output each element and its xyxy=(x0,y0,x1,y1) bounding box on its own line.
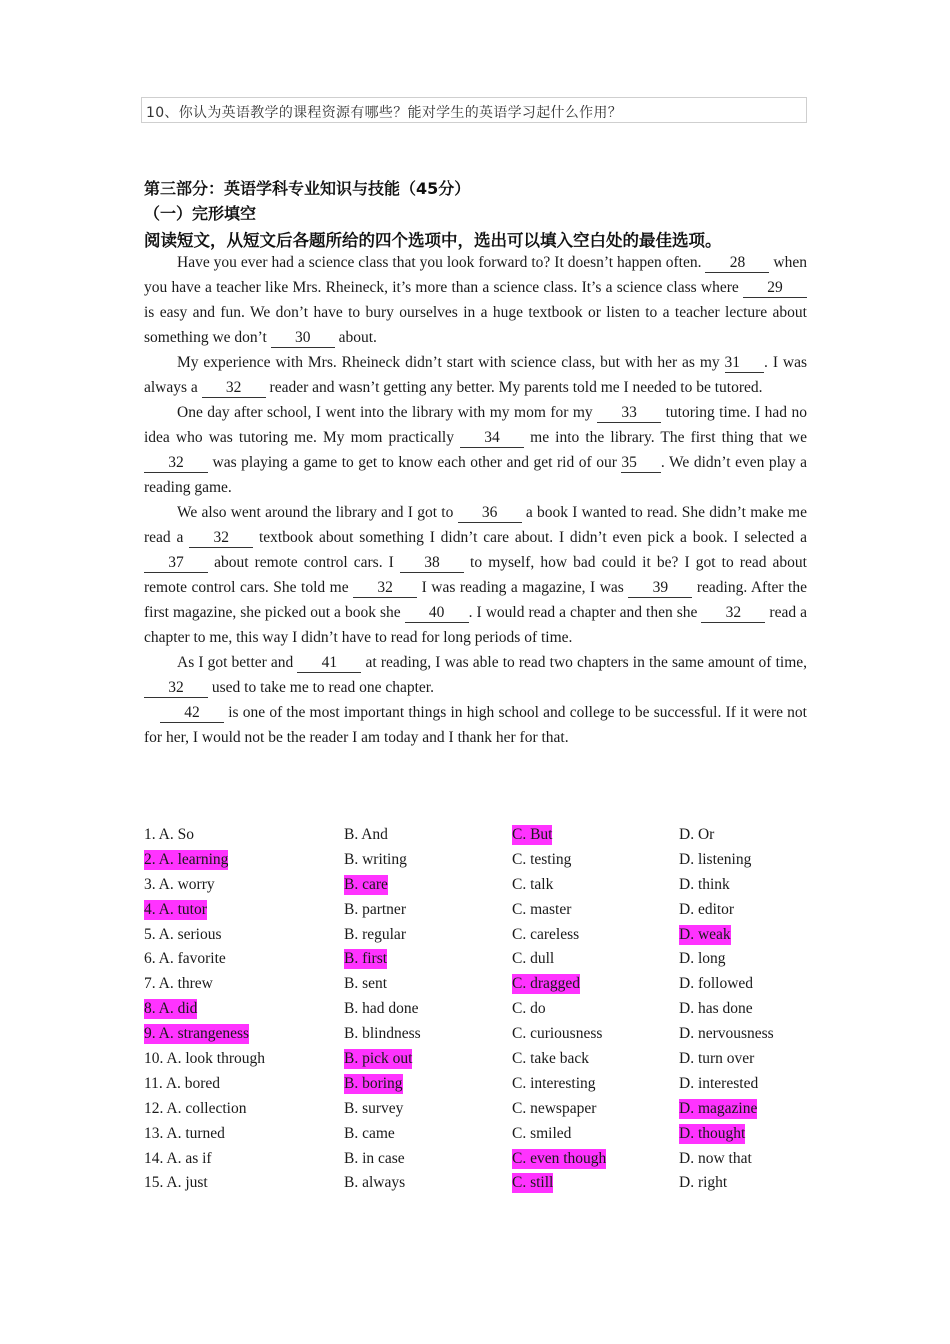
option-b: B. sent xyxy=(344,975,388,993)
option-c: C. newspaper xyxy=(512,1099,597,1117)
option-c: C. smiled xyxy=(512,1124,572,1142)
blank: 36 xyxy=(458,504,522,523)
option-d-highlighted: D. weak xyxy=(679,925,731,943)
passage-paragraph-5 xyxy=(144,650,807,700)
passage-text: to myself, how bad could it be? I got to read about remote control cars. She told me xyxy=(144,554,807,596)
passage-text: read a chapter to me, this way I didn’t have to read for long periods of time. xyxy=(144,604,807,646)
option-row xyxy=(144,923,807,948)
option-b-highlighted: B. boring xyxy=(344,1074,403,1092)
option-d-highlighted: D. magazine xyxy=(679,1099,758,1117)
option-b: B. had done xyxy=(344,1000,419,1018)
option-row xyxy=(144,1072,807,1097)
option-a: 14. A. as if xyxy=(144,1149,212,1167)
option-row xyxy=(144,972,807,997)
option-a: 11. A. bored xyxy=(144,1074,221,1092)
option-d: D. followed xyxy=(679,975,754,993)
passage-text: me into the library. The first thing that we xyxy=(524,429,807,446)
option-a: 10. A. look through xyxy=(144,1050,265,1068)
option-a: 13. A. turned xyxy=(144,1124,225,1142)
passage-text: about remote control cars. I xyxy=(208,554,400,571)
blank: 30 xyxy=(271,329,335,348)
option-c: C. dull xyxy=(512,950,555,968)
passage-text: My experience with Mrs. Rheineck didn’t start with science class, but with her as my xyxy=(177,354,725,371)
blank: 37 xyxy=(144,554,208,573)
passage-text: I was reading a magazine, I was xyxy=(417,579,629,596)
option-d: D. long xyxy=(679,950,726,968)
passage-text: textbook about something I didn’t care about. I didn’t even pick a book. I selected a xyxy=(253,529,807,546)
blank: 32 xyxy=(353,579,417,598)
question-10-text: 10、你认为英语教学的课程资源有哪些？能对学生的英语学习起什么作用？ xyxy=(146,105,623,121)
option-a: 5. A. serious xyxy=(144,925,222,943)
option-c: C. careless xyxy=(512,925,580,943)
option-d: D. think xyxy=(679,875,730,893)
passage-text: used to take me to read one chapter. xyxy=(208,679,434,696)
option-b: B. came xyxy=(344,1124,395,1142)
option-row xyxy=(144,1047,807,1072)
section-instruction: 阅读短文，从短文后各题所给的四个选项中，选出可以填入空白处的最佳选项。 xyxy=(144,231,722,250)
passage-text: reading. After the first magazine, she picked out a book she xyxy=(144,579,807,621)
option-a: 6. A. favorite xyxy=(144,950,226,968)
passage-text: As I got better and xyxy=(177,654,298,671)
option-row xyxy=(144,1147,807,1172)
option-a-highlighted: 4. A. tutor xyxy=(144,900,207,918)
option-row xyxy=(144,873,807,898)
passage-text: was playing a game to get to know each other and get rid of our xyxy=(208,454,622,471)
option-d: D. turn over xyxy=(679,1050,755,1068)
option-row xyxy=(144,823,807,848)
blank: 32 xyxy=(144,454,208,473)
option-c-highlighted: C. even though xyxy=(512,1149,607,1167)
passage-text: . I would read a chapter and then she xyxy=(468,604,702,621)
option-d: D. right xyxy=(679,1174,728,1192)
blank: 32 xyxy=(189,529,253,548)
option-d-highlighted: D. thought xyxy=(679,1124,746,1142)
passage-text: when you have a teacher like Mrs. Rheineck, it’s more than a science class. It’s a science class where xyxy=(144,254,807,296)
blank: 42 xyxy=(160,704,224,723)
option-row xyxy=(144,898,807,923)
option-d: D. now that xyxy=(679,1149,752,1167)
blank: 32 xyxy=(202,379,266,398)
cloze-passage xyxy=(144,250,807,750)
passage-text: One day after school, I went into the library with my mom for my xyxy=(177,404,598,421)
section-subtitle: （一）完形填空 xyxy=(144,204,257,223)
passage-text: at reading, I was able to read two chapters in the same amount of time, xyxy=(361,654,808,671)
blank: 39 xyxy=(628,579,692,598)
option-d: D. editor xyxy=(679,900,735,918)
option-a: 3. A. worry xyxy=(144,875,215,893)
option-b: B. writing xyxy=(344,850,407,868)
passage-text: Have you ever had a science class that you look forward to? It doesn’t happen often. xyxy=(177,254,706,271)
passage-paragraph-2 xyxy=(144,350,807,400)
blank: 32 xyxy=(701,604,765,623)
blank: 38 xyxy=(400,554,464,573)
section-title-score: 45 xyxy=(416,179,439,198)
section-title-post: 分） xyxy=(438,179,471,198)
option-c: C. take back xyxy=(512,1050,590,1068)
section-title-pre: 第三部分：英语学科专业知识与技能（ xyxy=(144,179,417,198)
option-row xyxy=(144,947,807,972)
passage-paragraph-6 xyxy=(144,700,807,750)
option-row xyxy=(144,1171,807,1196)
section-title xyxy=(144,176,470,199)
option-b: B. survey xyxy=(344,1099,404,1117)
option-a: 12. A. collection xyxy=(144,1099,247,1117)
passage-text: is one of the most important things in high school and college to be successful. If it were not for her, I would not be the reader I am today and I thank her for that. xyxy=(144,704,807,746)
passage-text: reader and wasn’t getting any better. My parents told me I needed to be tutored. xyxy=(265,379,763,396)
option-c: C. do xyxy=(512,1000,546,1018)
option-a: 1. A. So xyxy=(144,826,194,843)
passage-text: . We didn’t even play a reading game. xyxy=(144,454,807,496)
option-a-highlighted: 8. A. did xyxy=(144,1000,198,1018)
passage-text: about. xyxy=(334,329,377,346)
question-10-box xyxy=(141,97,807,123)
passage-text: is easy and fun. We don’t have to bury ourselves in a huge textbook or listen to a teacher lecture about something we don’t xyxy=(144,304,807,346)
option-c: C. curiousness xyxy=(512,1025,603,1043)
option-b-highlighted: B. pick out xyxy=(344,1050,413,1068)
option-c: C. talk xyxy=(512,875,554,893)
option-row xyxy=(144,848,807,873)
option-b: B. regular xyxy=(344,925,406,943)
option-c-highlighted: C. dragged xyxy=(512,975,581,993)
option-d: D. Or xyxy=(679,826,715,843)
passage-text: a book I wanted to read. She didn’t make me read a xyxy=(144,504,807,546)
blank: 28 xyxy=(705,254,769,273)
option-c: C. testing xyxy=(512,850,572,868)
passage-paragraph-1 xyxy=(144,250,807,350)
option-a: 15. A. just xyxy=(144,1174,208,1192)
option-b: B. partner xyxy=(344,900,406,918)
option-d: D. nervousness xyxy=(679,1025,774,1043)
option-b: B. And xyxy=(344,826,388,843)
passage-paragraph-4 xyxy=(144,500,807,650)
blank: 34 xyxy=(460,429,524,448)
blank: 40 xyxy=(405,604,469,623)
option-c: C. interesting xyxy=(512,1074,596,1092)
option-b: B. in case xyxy=(344,1149,405,1167)
blank: 29 xyxy=(743,279,807,298)
blank: 31 xyxy=(725,354,765,373)
option-c-highlighted: C. still xyxy=(512,1174,554,1192)
option-a: 7. A. threw xyxy=(144,975,213,993)
passage-text: We also went around the library and I got to xyxy=(177,504,458,521)
blank: 32 xyxy=(144,679,208,698)
option-b: B. always xyxy=(344,1174,406,1192)
option-d: D. listening xyxy=(679,850,752,868)
option-row xyxy=(144,1122,807,1147)
answer-options-table xyxy=(144,823,807,1196)
option-c-highlighted: C. But xyxy=(512,826,553,843)
option-b-highlighted: B. first xyxy=(344,950,388,968)
option-b: B. blindness xyxy=(344,1025,421,1043)
blank: 35 xyxy=(621,454,661,473)
passage-text: tutoring time. I had no idea who was tutoring me. My mom practically xyxy=(144,404,808,446)
option-row xyxy=(144,1097,807,1122)
blank: 33 xyxy=(597,404,661,423)
option-row xyxy=(144,1022,807,1047)
passage-text: . I was always a xyxy=(144,354,807,396)
option-a-highlighted: 9. A. strangeness xyxy=(144,1025,250,1043)
option-d: D. interested xyxy=(679,1074,759,1092)
blank: 41 xyxy=(297,654,361,673)
option-row xyxy=(144,997,807,1022)
option-b-highlighted: B. care xyxy=(344,875,388,893)
option-a-highlighted: 2. A. learning xyxy=(144,850,229,868)
option-c: C. master xyxy=(512,900,572,918)
passage-paragraph-3 xyxy=(144,400,807,500)
option-d: D. has done xyxy=(679,1000,753,1018)
